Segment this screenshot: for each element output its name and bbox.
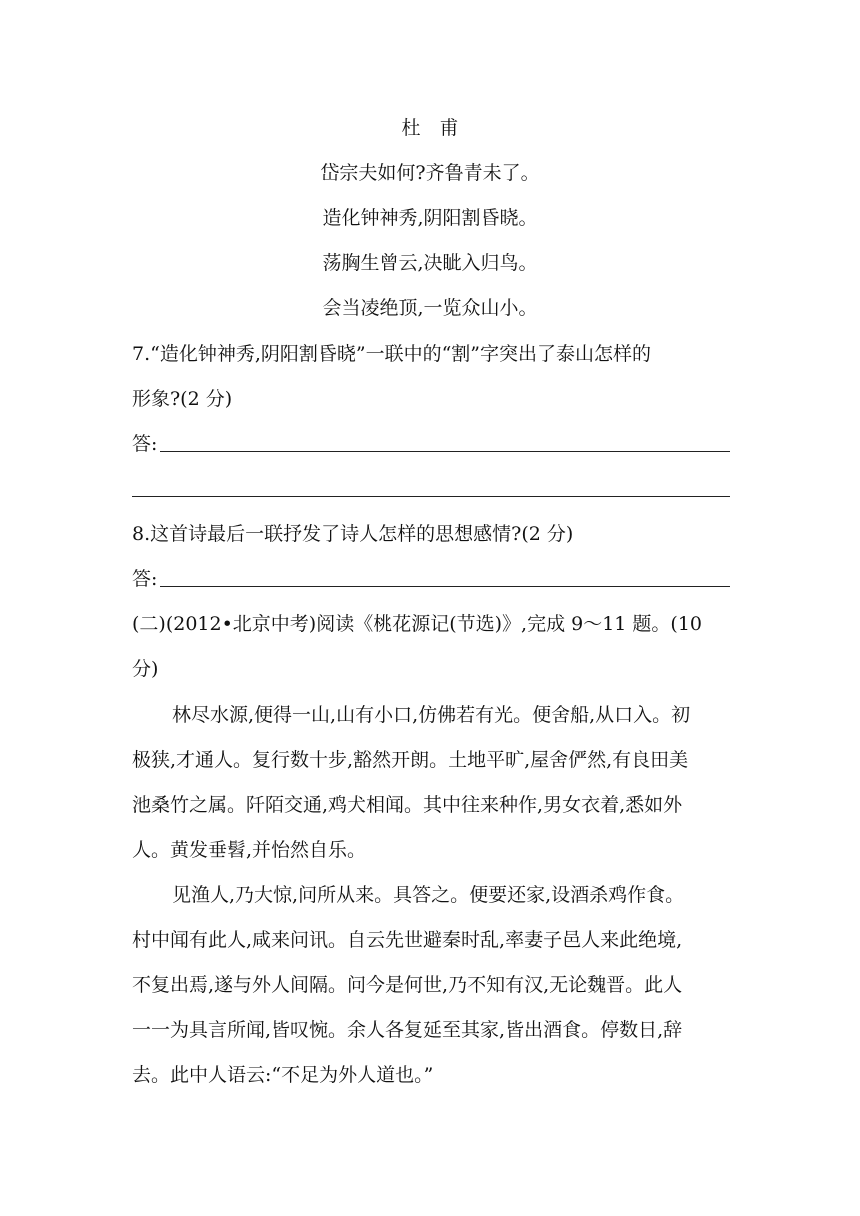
question-7-answer-line-1[interactable]: [160, 451, 730, 452]
question-7-line-2: 形象?(2 分): [132, 388, 233, 410]
question-8-answer-label: 答:: [132, 568, 158, 590]
poem-line-3: 荡胸生曾云,决眦入归鸟。: [322, 252, 538, 274]
question-7-answer-label: 答:: [132, 433, 158, 455]
question-7-line-1: 7.“造化钟神秀,阴阳割昏晓”一联中的“割”字突出了泰山怎样的: [132, 343, 652, 365]
passage-para-1-line-2: 极狭,才通人。复行数十步,豁然开朗。土地平旷,屋舍俨然,有良田美: [132, 749, 689, 771]
passage-para-1-line-3: 池桑竹之属。阡陌交通,鸡犬相闻。其中往来种作,男女衣着,悉如外: [132, 794, 683, 816]
section-2-heading-line-2: 分): [132, 658, 159, 680]
passage-para-2-line-3: 不复出焉,遂与外人间隔。问今是何世,乃不知有汉,无论魏晋。此人: [132, 974, 683, 996]
passage-para-1-line-4: 人。黄发垂髫,并怡然自乐。: [132, 839, 367, 861]
passage-para-1-line-1: 林尽水源,便得一山,山有小口,仿佛若有光。便舍船,从口入。初: [172, 704, 691, 726]
passage-para-2-line-5: 去。此中人语云:“不足为外人道也。”: [132, 1064, 434, 1086]
passage-para-2-line-2: 村中闻有此人,咸来问讯。自云先世避秦时乱,率妻子邑人来此绝境,: [132, 929, 683, 951]
question-8-answer-line[interactable]: [160, 586, 730, 587]
passage-para-2-line-1: 见渔人,乃大惊,问所从来。具答之。便要还家,设酒杀鸡作食。: [172, 884, 685, 906]
poem-line-1: 岱宗夫如何?齐鲁青未了。: [320, 162, 540, 184]
question-7-answer-line-2[interactable]: [132, 496, 730, 497]
passage-para-2-line-4: 一一为具言所闻,皆叹惋。余人各复延至其家,皆出酒食。停数日,辞: [132, 1019, 683, 1041]
poem-line-2: 造化钟神秀,阴阳割昏晓。: [322, 207, 538, 229]
poem-author: 杜 甫: [401, 117, 459, 139]
section-2-heading-line-1: (二)(2012•北京中考)阅读《桃花源记(节选)》,完成 9～11 题。(10: [132, 613, 703, 635]
poem-line-4: 会当凌绝顶,一览众山小。: [322, 297, 538, 319]
question-8-text: 8.这首诗最后一联抒发了诗人怎样的思想感情?(2 分): [132, 523, 574, 545]
